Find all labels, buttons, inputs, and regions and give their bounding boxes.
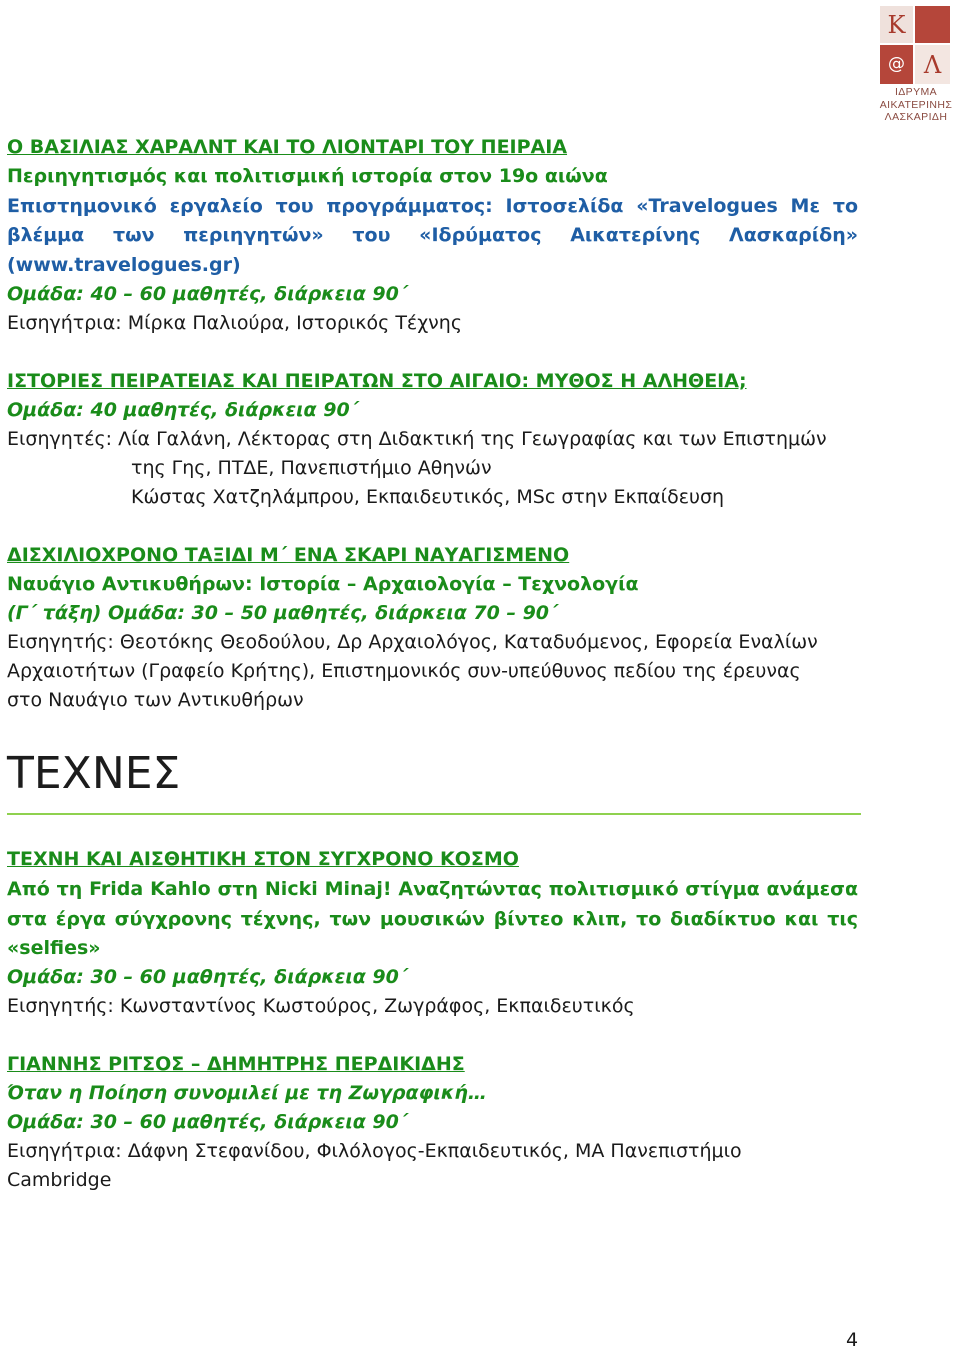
program-tool-line: βλέμμα των περιηγητών» του «Ιδρύματος Αικατερίνης Λασκαρίδη» — [7, 224, 858, 246]
section-heading: ΤΕΧΝΕΣ — [7, 748, 181, 799]
heading-rule — [7, 813, 861, 815]
logo-text-line: ΛΑΣΚΑΡΙΔΗ — [884, 111, 948, 123]
group-duration: (Γ΄ τάξη) Ομάδα: 30 – 50 μαθητές, διάρκεια 70 – 90΄ — [7, 602, 558, 624]
speaker-info: στο Ναυάγιο των Αντικυθήρων — [7, 689, 304, 711]
program-subtitle: Περιηγητισμός και πολιτισμική ιστορία στον 19ο αιώνα — [7, 165, 608, 187]
foundation-logo — [876, 6, 956, 122]
group-duration: Ομάδα: 30 – 60 μαθητές, διάρκεια 90΄ — [7, 1111, 408, 1133]
speaker-info: Εισηγητής: Κωνσταντίνος Κωστούρος, Ζωγράφος, Εκπαιδευτικός — [7, 995, 635, 1017]
program-subtitle: στα έργα σύγχρονης τέχνης, των μουσικών βίντεο κλιπ, το διαδίκτυο και τις — [7, 908, 858, 930]
program-title: ΙΣΤΟΡΙΕΣ ΠΕΙΡΑΤΕΙΑΣ ΚΑΙ ΠΕΙΡΑΤΩΝ ΣΤΟ ΑΙΓΑΙΟ: ΜΥΘΟΣ Η ΑΛΗΘΕΙΑ; — [7, 370, 747, 392]
group-duration: Ομάδα: 40 – 60 μαθητές, διάρκεια 90΄ — [7, 283, 408, 305]
logo-at-sign: @ — [880, 45, 913, 84]
program-title: Ο ΒΑΣΙΛΙΑΣ ΧΑΡΑΛΝΤ ΚΑΙ ΤΟ ΛΙΟΝΤΑΡΙ ΤΟΥ ΠΕΙΡΑΙΑ — [7, 136, 568, 158]
page-number: 4 — [846, 1329, 859, 1351]
logo-text-line: ΙΔΡΥΜΑ — [894, 86, 938, 98]
logo-letter-k: K — [880, 6, 915, 45]
speaker-info: Εισηγήτρια: Δάφνη Στεφανίδου, Φιλόλογος-Εκπαιδευτικός, MA Πανεπιστήμιο — [7, 1140, 742, 1162]
program-title: ΔΙΣΧΙΛΙΟΧΡΟΝΟ ΤΑΞΙΔΙ Μ΄ ΕΝΑ ΣΚΑΡΙ ΝΑΥΑΓΙΣΜΕΝΟ — [7, 544, 570, 566]
logo-red-block — [915, 6, 950, 43]
logo-text-line: ΑΙΚΑΤΕΡΙΝΗΣ — [879, 98, 953, 111]
speaker-info: Cambridge — [7, 1169, 112, 1191]
program-title: ΤΕΧΝΗ ΚΑΙ ΑΙΣΘΗΤΙΚΗ ΣΤΟΝ ΣΥΓΧΡΟΝΟ ΚΟΣΜΟ — [7, 848, 519, 870]
group-duration: Ομάδα: 30 – 60 μαθητές, διάρκεια 90΄ — [7, 966, 408, 988]
speaker-info: Εισηγήτρια: Μίρκα Παλιούρα, Ιστορικός Τέχνης — [7, 312, 462, 334]
travelogues-link[interactable]: (www.travelogues.gr) — [7, 254, 241, 276]
program-tool-line: Επιστημονικό εργαλείο του προγράμματος: Ιστοσελίδα «Travelogues Με το — [7, 195, 858, 217]
speaker-info: της Γης, ΠΤΔΕ, Πανεπιστήμιο Αθηνών — [131, 457, 492, 479]
speaker-info: Εισηγητής: Θεοτόκης Θεοδούλου, Δρ Αρχαιολόγος, Καταδυόμενος, Εφορεία Εναλίων — [7, 631, 818, 653]
program-subtitle: Όταν η Ποίηση συνομιλεί με τη Ζωγραφική… — [7, 1082, 487, 1104]
speaker-info: Κώστας Χατζηλάμπρου, Εκπαιδευτικός, MSc στην Εκπαίδευση — [131, 486, 725, 508]
program-subtitle: Από τη Frida Kahlo στη Nicki Minaj! Αναζητώντας πολιτισμικό στίγμα ανάμεσα — [7, 878, 858, 900]
group-duration: Ομάδα: 40 μαθητές, διάρκεια 90΄ — [7, 399, 359, 421]
logo-mark — [880, 6, 950, 84]
program-subtitle: Ναυάγιο Αντικυθήρων: Ιστορία – Αρχαιολογία – Τεχνολογία — [7, 573, 639, 595]
logo-letter-lambda: Λ — [915, 45, 950, 84]
program-subtitle: «selfies» — [7, 937, 101, 959]
speaker-info: Εισηγητές: Λία Γαλάνη, Λέκτορας στη Διδακτική της Γεωγραφίας και των Επιστημών — [7, 428, 827, 450]
program-title: ΓΙΑΝΝΗΣ ΡΙΤΣΟΣ – ΔΗΜΗΤΡΗΣ ΠΕΡΔΙΚΙΔΗΣ — [7, 1053, 465, 1075]
speaker-info: Αρχαιοτήτων (Γραφείο Κρήτης), Επιστημονικός συν-υπεύθυνος πεδίου της έρευνας — [7, 660, 801, 682]
logo-wordmark — [876, 86, 956, 124]
